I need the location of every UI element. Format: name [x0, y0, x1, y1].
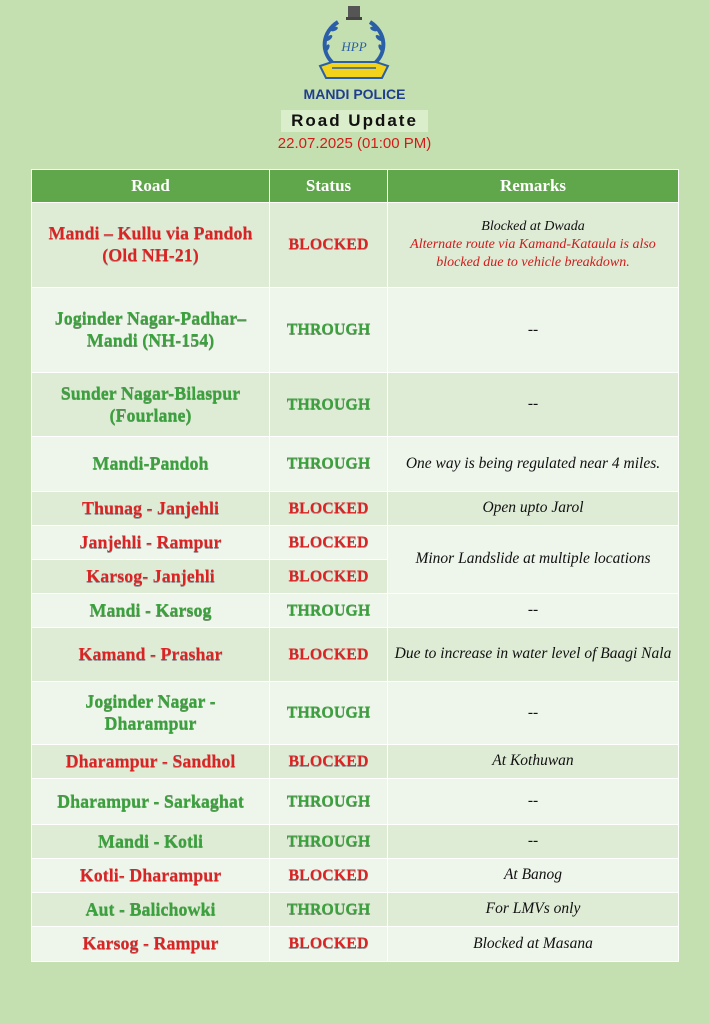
road-name: Karsog - Rampur — [32, 927, 270, 962]
table-row — [32, 628, 679, 682]
organization-name: MANDI POLICE — [303, 86, 406, 102]
column-header-remarks: Remarks — [388, 170, 679, 203]
table-row — [32, 859, 679, 893]
road-name: Sunder Nagar-Bilaspur (Fourlane) — [32, 373, 270, 437]
table-row — [32, 373, 679, 437]
road-name: Kotli- Dharampur — [32, 859, 270, 893]
table-row — [32, 526, 679, 560]
road-name: Dharampur - Sandhol — [32, 745, 270, 779]
column-header-road: Road — [32, 170, 270, 203]
table-row — [32, 492, 679, 526]
status-badge: BLOCKED — [270, 526, 388, 560]
road-status-table — [31, 169, 679, 962]
road-name: Dharampur - Sarkaghat — [32, 779, 270, 825]
table-row — [32, 288, 679, 373]
table-row — [32, 682, 679, 745]
remark-cell: -- — [388, 825, 679, 859]
remark-alert-text: Alternate route via Kamand-Kataula is also blocked due to vehicle breakdown. — [410, 237, 656, 270]
status-badge: BLOCKED — [270, 859, 388, 893]
table-row — [32, 745, 679, 779]
table-row — [32, 203, 679, 288]
remark-cell: -- — [388, 594, 679, 628]
remark-cell: At Kothuwan — [388, 745, 679, 779]
status-badge: BLOCKED — [270, 560, 388, 594]
status-badge: THROUGH — [270, 288, 388, 373]
road-name: Thunag - Janjehli — [32, 492, 270, 526]
status-badge: THROUGH — [270, 825, 388, 859]
status-badge: BLOCKED — [270, 927, 388, 962]
remark-cell: -- — [388, 779, 679, 825]
status-badge: BLOCKED — [270, 492, 388, 526]
remark-cell: -- — [388, 682, 679, 745]
road-name: Kamand - Prashar — [32, 628, 270, 682]
status-badge: THROUGH — [270, 437, 388, 492]
status-badge: THROUGH — [270, 779, 388, 825]
remark-cell: -- — [388, 373, 679, 437]
table-row — [32, 927, 679, 962]
table-row — [32, 594, 679, 628]
status-badge: THROUGH — [270, 893, 388, 927]
remark-cell: Blocked at Masana — [388, 927, 679, 962]
status-badge: BLOCKED — [270, 203, 388, 288]
table-row — [32, 437, 679, 492]
page-title: Road Update — [281, 110, 428, 132]
road-name: Mandi - Karsog — [32, 594, 270, 628]
status-badge: THROUGH — [270, 682, 388, 745]
remark-cell: Due to increase in water level of Baagi Nala — [388, 628, 679, 682]
table-row — [32, 779, 679, 825]
road-name: Aut - Balichowki — [32, 893, 270, 927]
status-badge: THROUGH — [270, 594, 388, 628]
road-name: Mandi-Pandoh — [32, 437, 270, 492]
remark-text: Blocked at Dwada — [481, 219, 585, 235]
status-badge: BLOCKED — [270, 745, 388, 779]
road-name: Joginder Nagar-Padhar–Mandi (NH-154) — [32, 288, 270, 373]
road-name: Mandi – Kullu via Pandoh (Old NH-21) — [32, 203, 270, 288]
table-header-row — [32, 170, 679, 203]
column-header-status: Status — [270, 170, 388, 203]
status-badge: THROUGH — [270, 373, 388, 437]
update-datetime: 22.07.2025 (01:00 PM) — [277, 135, 432, 152]
remark-cell: Open upto Jarol — [388, 492, 679, 526]
remark-cell: At Banog — [388, 859, 679, 893]
remark-cell: -- — [388, 288, 679, 373]
road-name: Joginder Nagar - Dharampur — [32, 682, 270, 745]
table-row — [32, 893, 679, 927]
road-name: Karsog- Janjehli — [32, 560, 270, 594]
remark-cell: One way is being regulated near 4 miles. — [388, 437, 679, 492]
remark-cell — [388, 203, 679, 288]
remark-cell: Minor Landslide at multiple locations — [388, 526, 679, 594]
police-emblem-logo — [312, 4, 396, 88]
emblem-letters: HPP — [341, 39, 367, 54]
road-name: Mandi - Kotli — [32, 825, 270, 859]
status-badge: BLOCKED — [270, 628, 388, 682]
remark-cell: For LMVs only — [388, 893, 679, 927]
table-row — [32, 825, 679, 859]
road-name: Janjehli - Rampur — [32, 526, 270, 560]
